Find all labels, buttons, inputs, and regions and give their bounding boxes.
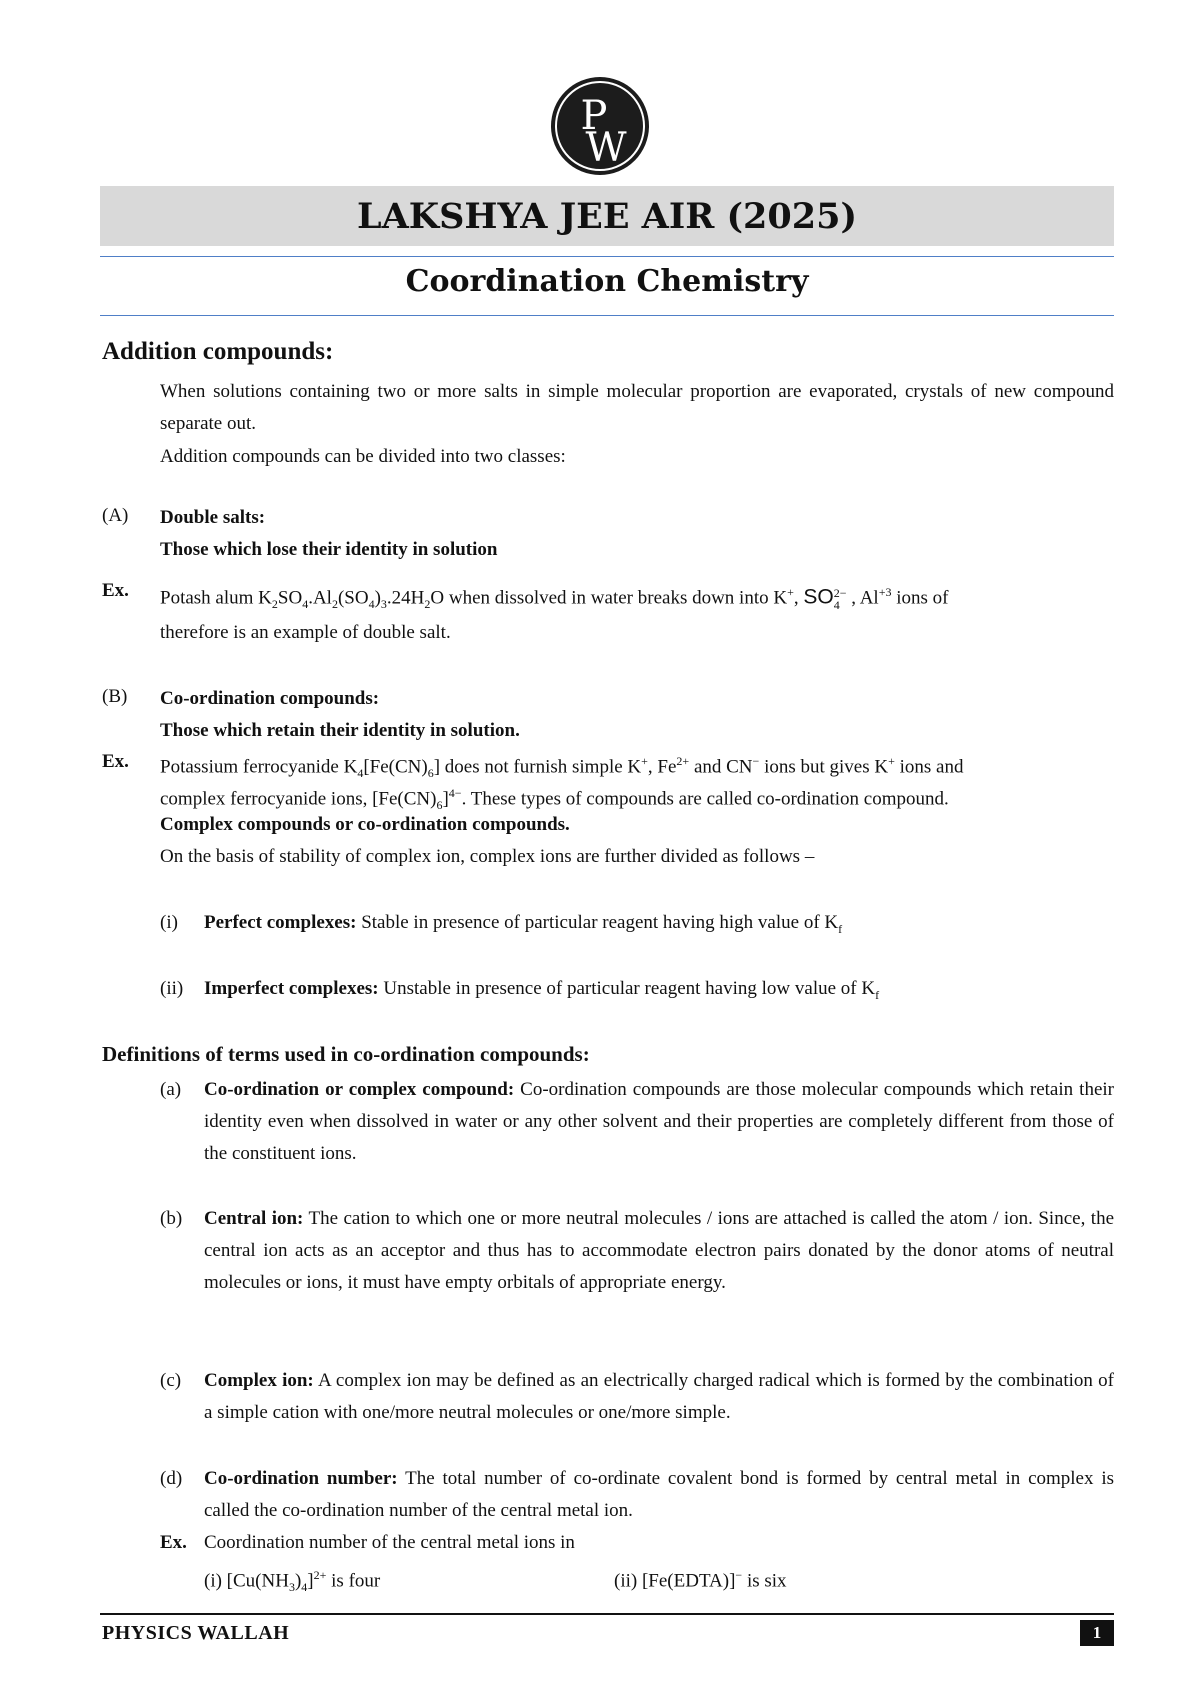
item-ii-label: (ii): [160, 978, 184, 999]
banner-title: LAKSHYA JEE AIR (2025): [100, 186, 1114, 246]
coordination-example-line2: complex ferrocyanide ions, $[Fe(CN)_6]^{4-}$. These types of compounds are called co-ordination compound.: [160, 786, 949, 813]
double-salts-subtitle: Those which lose their identity in solution: [160, 539, 498, 560]
def-b-label: (b): [160, 1208, 183, 1229]
divider-bottom: [100, 315, 1114, 316]
stability-basis-line: On the basis of stability of complex ion, complex ions are further divided as follows –: [160, 846, 815, 867]
coordination-subtitle: Those which retain their identity in solution.: [160, 720, 520, 741]
label-b: (B): [102, 686, 128, 707]
definitions-heading: Definitions of terms used in co-ordination compounds:: [102, 1042, 590, 1066]
addition-heading: Addition compounds:: [102, 338, 334, 365]
def-ex-label: Ex.: [160, 1532, 187, 1553]
imperfect-complexes-item: Imperfect complexes: Unstable in presence of particular reagent having low value of $K_f$: [204, 978, 880, 1002]
double-salts-title: Double salts:: [160, 507, 266, 528]
subject-title: Coordination Chemistry: [405, 264, 809, 299]
item-i-label: (i): [160, 912, 178, 933]
def-central-ion: Central ion: The cation to which one or more neutral molecules / ions are attached is called the atom / ion. Since, the central ion acts as an acceptor and thus has to accommodate electron pairs donated by the donor atoms of neutral molecules or ions, it must have empty orbitals of appropriate energy.: [204, 1208, 1114, 1293]
double-salt-example: Potash alum $K_2SO_4.Al_2(SO_4)_3.24H_2O$ when dissolved in water breaks down into K+, SO 2− 4 , $Al^{+3}$ ions of: [160, 585, 949, 612]
footer-rule: [100, 1613, 1114, 1615]
def-coordination-number: Co-ordination number: The total number of co-ordinate covalent bond is formed by central metal in complex is called the co-ordination number of the central metal ion.: [204, 1468, 1114, 1521]
def-coordination-compound: Co-ordination or complex compound: Co-ordination compounds are those molecular compounds which retain their identity even when dissolved in water or any other solvent and their properties are completely different from those of the constituent ions.: [204, 1079, 1114, 1164]
double-salt-example-line2: therefore is an example of double salt.: [160, 622, 451, 643]
coordination-title: Co-ordination compounds:: [160, 688, 380, 709]
def-d-label: (d): [160, 1468, 183, 1489]
pw-logo: [551, 77, 649, 175]
label-a: (A): [102, 505, 129, 526]
example-fe-edta-complex: (ii) [Fe(EDTA)]− is six: [614, 1568, 787, 1592]
pw-logo-mark: [551, 77, 649, 175]
def-example-text: Coordination number of the central metal ions in: [204, 1532, 575, 1553]
addition-para-1: When solutions containing two or more salts in simple molecular proportion are evaporated, crystals of new compound separate out.: [160, 381, 1114, 434]
logo-letter-p: P: [580, 93, 608, 139]
addition-para-2: Addition compounds can be divided into two classes:: [160, 446, 566, 467]
perfect-complexes-item: Perfect complexes: Stable in presence of particular reagent having high value of $K_f$: [204, 912, 843, 936]
def-complex-ion: Complex ion: A complex ion may be defined as an electrically charged radical which is formed by the combination of a simple cation with one/more neutral molecules or one/more simple.: [204, 1370, 1114, 1423]
def-a-label: (a): [160, 1079, 182, 1100]
footer-brand: PHYSICS WALLAH: [102, 1622, 290, 1644]
coordination-example-line1: Potassium ferrocyanide $K_4[Fe(CN)_6]$ does not furnish simple K+, $Fe^{2+}$ and CN− ions but gives K+ ions and: [160, 754, 964, 781]
def-c-label: (c): [160, 1370, 182, 1391]
logo-letter-w: W: [585, 125, 627, 171]
ex-label: Ex.: [102, 580, 129, 601]
divider-top: [100, 256, 1114, 257]
example-cu-complex: (i) $[Cu(NH_3)_4]^{2+}$ is four: [204, 1568, 381, 1595]
complex-compounds-line: Complex compounds or co-ordination compounds.: [160, 814, 570, 835]
page-number: 1: [1080, 1620, 1114, 1646]
ex-label-b: Ex.: [102, 751, 129, 772]
